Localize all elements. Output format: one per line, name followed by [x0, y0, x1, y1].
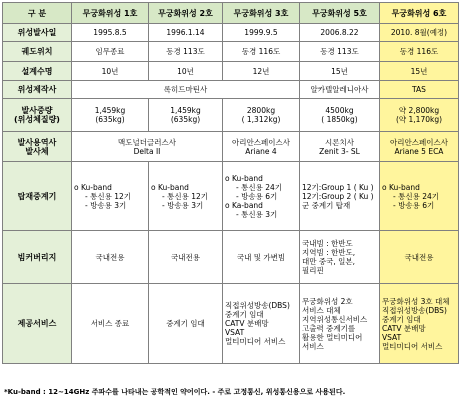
- label-vehicle-2: 발사체: [25, 146, 49, 156]
- k2-weight-launch: 1,459kg: [170, 106, 201, 115]
- k6-svc-6: 멀티미디어 서비스: [382, 341, 443, 351]
- k3-tp-ku: o Ku-band: [225, 173, 263, 183]
- k1-tp-ku: o Ku-band: [74, 182, 112, 192]
- header-koreasat-2: 무궁화위성 2호: [149, 3, 223, 24]
- k5-svc-5: 활용한 멀티미디어: [302, 332, 363, 342]
- k6-tp-comm: - 통신용 24기: [393, 191, 439, 201]
- k1-weight-launch: 1,459kg: [94, 106, 126, 115]
- k5-tp-military: 군 중계기 탑재: [302, 200, 351, 210]
- header-koreasat-1: 무궁화위성 1호: [72, 3, 149, 24]
- k1-transponder: [72, 162, 149, 231]
- k5-transponder: [300, 162, 380, 231]
- k6-vehicle-rocket: Ariane 5 ECA: [394, 146, 444, 156]
- row-transponder: [3, 162, 459, 231]
- footnote: *Ku-band : 12~14GHz 주파수를 나타내는 공학적인 약어이다. - 주로 고정통신, 위성통신용으로 사용된다.: [4, 388, 346, 396]
- k2-launch-date: 1996.1.14: [149, 24, 223, 42]
- k1-service: 서비스 종료: [72, 284, 149, 364]
- k3-weight-launch: 2800kg: [246, 106, 276, 115]
- k3-beam: 국내 및 가변빔: [223, 231, 300, 284]
- row-orbit: [3, 42, 459, 62]
- k3-launch-date: 1999.9.5: [223, 24, 300, 42]
- k6-weight-launch: 약 2,800kg: [398, 106, 440, 115]
- k6-svc-3: 중계기 임대: [382, 314, 421, 324]
- k3-svc-lease: 중계기 임대: [225, 310, 264, 319]
- k12-vehicle: [72, 132, 223, 162]
- k1-launch-date: 1995.8.5: [72, 24, 149, 42]
- k6-beam: 국내전용: [380, 231, 459, 284]
- k3-weight-dry: ( 1,312kg): [241, 115, 281, 124]
- k6-tp-bcast: - 방송용 6기: [393, 200, 435, 210]
- header-koreasat-5: 무궁화위성 5호: [300, 3, 380, 24]
- row-launch-date: [3, 24, 459, 42]
- k12-vehicle-company: 맥도널더글러스사: [118, 137, 176, 147]
- row-weight: [3, 99, 459, 132]
- k1-lifespan: 10년: [72, 62, 149, 81]
- k3-svc-dbs: 직접위성방송(DBS): [225, 301, 290, 310]
- label-transponder: 탑재중계기: [3, 162, 72, 231]
- label-orbit: 궤도위치: [3, 42, 72, 62]
- header-koreasat-6: 무궁화위성 6호: [380, 3, 459, 24]
- k6-orbit: 동경 116도: [380, 42, 459, 62]
- k6-weight-dry: (약 1,170kg): [395, 115, 443, 124]
- k1-tp-comm: - 통신용 12기: [85, 191, 131, 201]
- row-lifespan: [3, 62, 459, 81]
- k5-svc-4: 고출력 중계기를: [302, 323, 356, 333]
- k5-service: [300, 284, 380, 364]
- k1-tp-bcast: - 방송용 3기: [85, 200, 127, 210]
- label-weight-1: 발사중량: [21, 106, 53, 115]
- k3-vehicle: [223, 132, 300, 162]
- k2-transponder: [149, 162, 223, 231]
- k6-lifespan: 15년: [380, 62, 459, 81]
- k2-orbit: 동경 113도: [149, 42, 223, 62]
- k6-transponder: [380, 162, 459, 231]
- k6-tp-ku: o Ku-band: [382, 182, 420, 192]
- k5-tp-group1: 12기:Group 1 ( Ku ): [302, 182, 374, 192]
- k6-vehicle-company: 아리안스페이스사: [390, 137, 448, 147]
- row-maker: [3, 81, 459, 99]
- k2-weight-dry: (635kg): [170, 115, 201, 124]
- k5-weight: [300, 99, 380, 132]
- row-vehicle: [3, 132, 459, 162]
- k5-tp-group2: 12기:Group 2 ( Ku ): [302, 191, 374, 201]
- k6-service: [380, 284, 459, 364]
- k3-weight: [223, 99, 300, 132]
- k5-orbit: 동경 113도: [300, 42, 380, 62]
- k6-maker: TAS: [380, 81, 459, 99]
- label-weight-2: (위성체질량): [14, 115, 60, 124]
- k3-tp-comm: - 통신용 24기: [236, 182, 282, 192]
- k123-maker: 록히드마틴사: [72, 81, 300, 99]
- k3-svc-catv: CATV 분배망: [225, 319, 269, 328]
- k5-beam-countries: 대만 중국, 일본,: [302, 257, 356, 266]
- k3-vehicle-company: 아리안스페이스사: [232, 137, 290, 147]
- k3-tp-ka: o Ka-band: [225, 200, 263, 210]
- k3-tp-bcast: - 방송용 6기: [236, 191, 278, 201]
- k5-svc-3: 지역위성통신서비스: [302, 314, 368, 324]
- k5-vehicle-rocket: Zenit 3- SL: [319, 146, 360, 156]
- label-launch-date: 위성발사일: [3, 24, 72, 42]
- row-service: [3, 284, 459, 364]
- k5-vehicle-company: 시론치사: [325, 137, 354, 147]
- k5-svc-6: 서비스: [302, 341, 324, 351]
- label-maker: 위성제작사: [3, 81, 72, 99]
- satellite-comparison-table: [2, 2, 459, 364]
- k5-launch-date: 2006.8.22: [300, 24, 380, 42]
- k5-vehicle: [300, 132, 380, 162]
- k5-maker: 알카텔알레니아사: [300, 81, 380, 99]
- k5-weight-dry: ( 1850kg): [321, 115, 358, 124]
- k12-vehicle-rocket: Delta II: [133, 146, 161, 156]
- k6-launch-date: 2010. 8월(예정): [380, 24, 459, 42]
- k2-tp-ku: o Ku-band: [151, 182, 189, 192]
- k3-lifespan: 12년: [223, 62, 300, 81]
- k1-beam: 국내전용: [72, 231, 149, 284]
- k2-beam: 국내전용: [149, 231, 223, 284]
- k1-weight: [72, 99, 149, 132]
- k5-beam-domestic: 국내빔 : 한반도: [302, 239, 353, 248]
- k2-service: 중계기 임대: [149, 284, 223, 364]
- k6-svc-2: 직접위성방송(DBS): [382, 305, 447, 315]
- k6-vehicle: [380, 132, 459, 162]
- label-vehicle: [3, 132, 72, 162]
- k1-orbit: 임무종료: [72, 42, 149, 62]
- k5-lifespan: 15년: [300, 62, 380, 81]
- k5-beam: [300, 231, 380, 284]
- k1-weight-dry: (635kg): [95, 115, 125, 124]
- k5-svc-1: 무궁화위성 2호: [302, 296, 353, 306]
- k6-svc-1: 무궁화위성 3호 대체: [382, 296, 450, 306]
- header-row: [3, 3, 459, 24]
- k3-service: [223, 284, 300, 364]
- label-beam: 빔커버리지: [3, 231, 72, 284]
- k3-svc-multimedia: 멀티미디어 서비스: [225, 337, 286, 346]
- header-koreasat-3: 무궁화위성 3호: [223, 3, 300, 24]
- k2-tp-comm: - 통신용 12기: [162, 191, 208, 201]
- k2-tp-bcast: - 방송용 3기: [162, 200, 204, 210]
- k6-svc-5: VSAT: [382, 332, 402, 342]
- k3-transponder: [223, 162, 300, 231]
- label-vehicle-1: 발사용역사: [17, 137, 57, 147]
- k5-beam-philippines: 필리핀: [302, 266, 324, 275]
- k5-svc-2: 서비스 대체: [302, 305, 341, 315]
- k3-vehicle-rocket: Ariane 4: [245, 146, 277, 156]
- k2-weight: [149, 99, 223, 132]
- label-service: 제공서비스: [3, 284, 72, 364]
- k2-lifespan: 10년: [149, 62, 223, 81]
- row-beam: [3, 231, 459, 284]
- k5-weight-launch: 4500kg: [325, 106, 354, 115]
- header-category: 구 분: [3, 3, 72, 24]
- k3-orbit: 동경 116도: [223, 42, 300, 62]
- k6-svc-4: CATV 분배망: [382, 323, 426, 333]
- label-weight: [3, 99, 72, 132]
- k5-beam-regional: 지역빔 : 한반도,: [302, 248, 356, 257]
- k3-svc-vsat: VSAT: [225, 328, 245, 337]
- k3-tp-ka-comm: - 통신용 3기: [236, 209, 278, 219]
- k6-weight: [380, 99, 459, 132]
- label-lifespan: 설계수명: [3, 62, 72, 81]
